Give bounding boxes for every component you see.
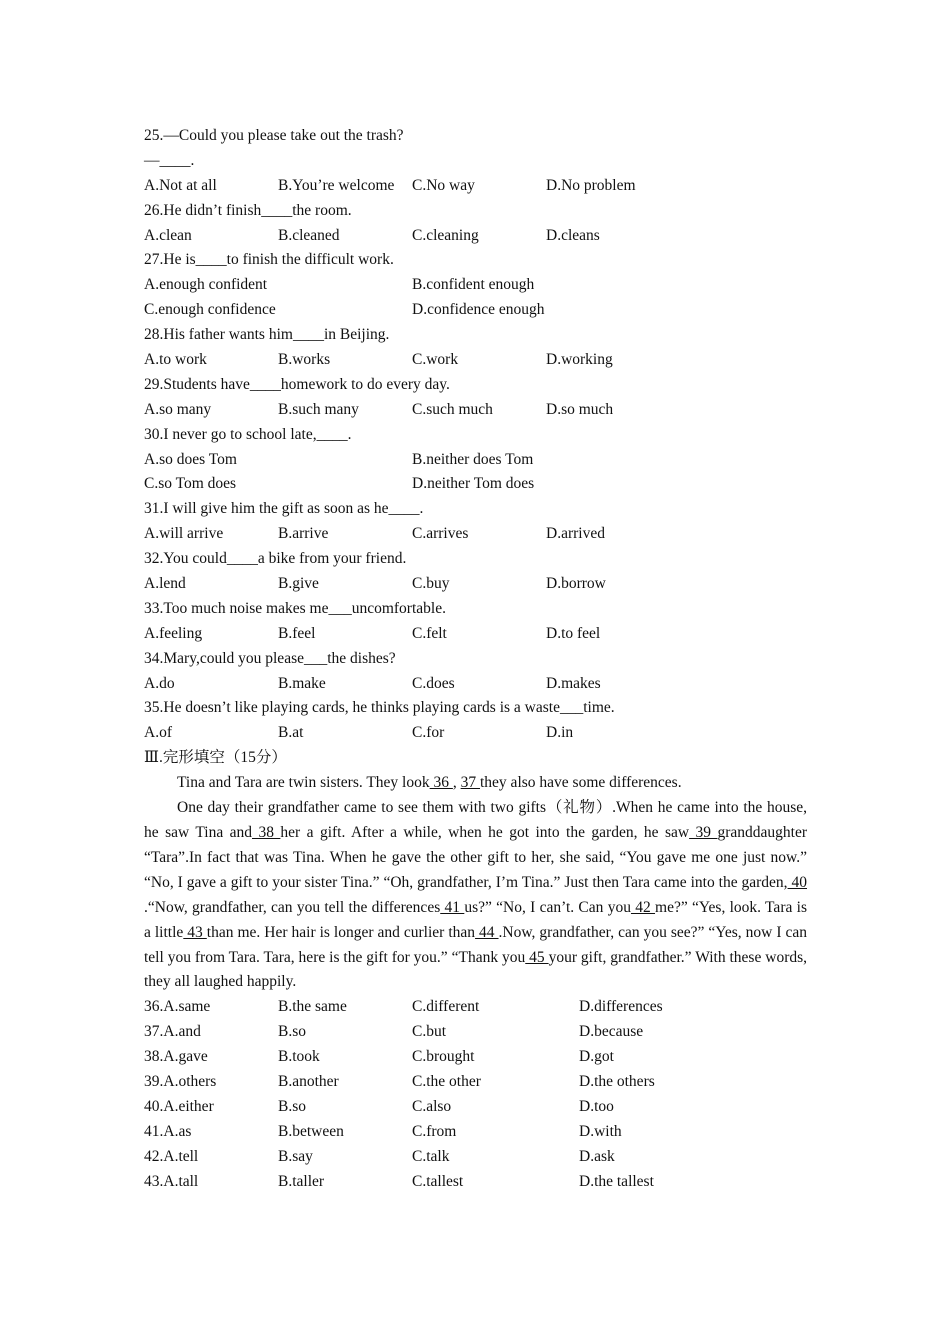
option-c[interactable]: C.arrives [412,525,469,543]
option-d[interactable]: D.in [546,724,574,742]
option-a[interactable]: A.to work [144,351,207,369]
blank-36: 36 [429,774,453,792]
option-d[interactable]: D.ask [579,1147,615,1165]
passage-text: , [452,774,461,792]
option-b[interactable]: B.feel [278,624,316,642]
option-b[interactable]: B.cleaned [278,226,340,244]
option-d[interactable]: D.to feel [546,624,601,642]
passage-text: us?” “No, I can’t. Can you [464,898,631,916]
option-c[interactable]: C.buy [412,575,450,593]
option-c[interactable]: C.No way [412,176,475,194]
blank-38: 38 [252,823,281,841]
option-a[interactable]: 41.A.as [144,1122,192,1140]
option-d[interactable]: D.differences [579,998,663,1016]
option-d[interactable]: D.too [579,1097,614,1115]
option-a[interactable]: A.clean [144,226,192,244]
question-29 [144,373,807,423]
blank-37: 37 [460,774,480,792]
option-c[interactable]: C.such much [412,400,493,418]
question-stem: 33.Too much noise makes me___uncomfortable. [144,599,446,617]
choice-row-39 [144,1070,807,1095]
option-c[interactable]: C.does [412,674,455,692]
options-row [144,398,807,423]
passage-text: than me. Her hair is longer and curlier than [206,923,476,941]
question-stem: 28.His father wants him____in Beijing. [144,326,390,344]
option-c[interactable]: C.brought [412,1048,475,1066]
option-b[interactable]: B.confident enough [412,276,535,294]
choice-row-40 [144,1095,807,1120]
blank-44: 44 [475,923,499,941]
option-c[interactable]: C.different [412,998,480,1016]
option-c[interactable]: C.also [412,1097,452,1115]
option-b[interactable]: B.the same [278,998,347,1016]
option-c[interactable]: C.cleaning [412,226,479,244]
option-b[interactable]: B.such many [278,400,359,418]
question-stem: 29.Students have____homework to do every day. [144,375,450,393]
option-a[interactable]: A.so does Tom [144,450,237,468]
question-stem: 27.He is____to finish the difficult work. [144,251,394,269]
option-a[interactable]: 36.A.same [144,998,211,1016]
question-25 [144,124,807,199]
options-row [144,622,807,647]
passage-paragraph-2 [144,796,807,995]
option-c[interactable]: C.work [412,351,459,369]
passage-text: her a gift. After a while, when he got into the garden, he saw [280,823,690,841]
option-b[interactable]: B.give [278,575,319,593]
option-c[interactable]: C.tallest [412,1172,464,1190]
question-27 [144,248,807,323]
option-a[interactable]: 39.A.others [144,1072,217,1090]
passage-text: .“Now, grandfather, can you tell the differences [144,898,441,916]
question-stem: 35.He doesn’t like playing cards, he thinks playing cards is a waste___time. [144,699,615,717]
blank-42: 42 [630,898,656,916]
choice-row-38 [144,1045,807,1070]
option-d[interactable]: D.with [579,1122,622,1140]
passage-text: .Now, grandfather, can you see?” “Yes, now I can tell you from Tara. Tara, here is the gift for you.” “Thank you [144,923,808,966]
blank-39: 39 [689,823,718,841]
exam-page [144,124,807,1194]
question-26 [144,199,807,249]
answer-blank-line: —____. [144,151,195,169]
option-b[interactable]: B.at [278,724,304,742]
option-b[interactable]: B.arrive [278,525,329,543]
passage-text: your gift, grandfather.” With these words, they all laughed happily. [144,948,808,991]
question-stem: 32.You could____a bike from your friend. [144,550,407,568]
passage-paragraph-1 [144,771,807,796]
option-a[interactable]: 37.A.and [144,1023,201,1041]
question-30 [144,423,807,498]
option-a[interactable]: A.so many [144,400,212,418]
option-d[interactable]: D.got [579,1048,614,1066]
passage-text: granddaughter “Tara”.In fact that was Tina. When he gave the other gift to her, she said, “You gave me one just now.” “No, I gave a gift to your sister Tina.” “Oh, grandfather, I’m Tina.” Just then Tara came into the garden, [144,823,808,891]
option-d[interactable]: D.so much [546,400,614,418]
option-b[interactable]: B.so [278,1097,306,1115]
option-b[interactable]: B.between [278,1122,344,1140]
option-b[interactable]: B.took [278,1048,320,1066]
option-d[interactable]: D.confidence enough [412,301,545,319]
option-b[interactable]: B.so [278,1023,306,1041]
choice-row-43 [144,1170,807,1195]
option-a[interactable]: 38.A.gave [144,1048,208,1066]
question-32 [144,547,807,597]
question-stem: 26.He didn’t finish____the room. [144,201,352,219]
option-d[interactable]: D.cleans [546,226,600,244]
blank-41: 41 [440,898,465,916]
option-c[interactable]: C.talk [412,1147,450,1165]
option-b[interactable]: B.another [278,1072,339,1090]
options-row [144,298,807,323]
blank-45: 45 [525,948,549,966]
option-d[interactable]: D.the tallest [579,1172,654,1190]
option-a[interactable]: A.feeling [144,624,203,642]
passage-text: they also have some differences. [480,774,682,792]
option-b[interactable]: B.taller [278,1172,325,1190]
option-d[interactable]: D.borrow [546,575,606,593]
option-a[interactable]: A.Not at all [144,176,217,194]
options-row [144,472,807,497]
option-a[interactable]: 42.A.tell [144,1147,199,1165]
blank-40: 40 [787,873,807,891]
option-b[interactable]: B.You’re welcome [278,176,395,194]
question-stem: 34.Mary,could you please___the dishes? [144,649,396,667]
option-c[interactable]: C.the other [412,1072,481,1090]
choice-row-41 [144,1120,807,1145]
option-d[interactable]: D.working [546,351,613,369]
options-row [144,448,807,473]
options-row [144,672,807,697]
option-d[interactable]: D.No problem [546,176,636,194]
option-c[interactable]: C.felt [412,624,447,642]
option-b[interactable]: B.say [278,1147,313,1165]
question-34 [144,647,807,697]
option-c[interactable]: C.but [412,1023,447,1041]
passage-text: Tina and Tara are twin sisters. They look [177,774,430,792]
option-d[interactable]: D.neither Tom does [412,475,535,493]
option-d[interactable]: D.makes [546,674,601,692]
option-a[interactable]: 40.A.either [144,1097,214,1115]
option-a[interactable]: A.of [144,724,172,742]
options-row [144,224,807,249]
option-b[interactable]: B.make [278,674,326,692]
blank-43: 43 [183,923,207,941]
question-33 [144,597,807,647]
option-a[interactable]: A.do [144,674,175,692]
question-31 [144,497,807,547]
passage-text: One day their grandfather came to see them with two gifts（礼物）.When he came into the house, he saw Tina and [144,799,807,841]
option-b[interactable]: B.works [278,351,331,369]
question-stem: 31.I will give him the gift as soon as he____. [144,500,424,518]
question-28 [144,323,807,373]
option-b[interactable]: B.neither does Tom [412,450,534,468]
options-row [144,721,807,746]
option-a[interactable]: A.lend [144,575,186,593]
option-d[interactable]: D.arrived [546,525,605,543]
question-stem: 25.—Could you please take out the trash? [144,127,404,144]
option-a[interactable]: A.will arrive [144,525,224,543]
choice-row-36 [144,995,807,1020]
options-row [144,348,807,373]
choice-row-42 [144,1145,807,1170]
options-row [144,174,807,199]
option-a[interactable]: 43.A.tall [144,1172,199,1190]
option-c[interactable]: C.for [412,724,445,742]
passage-text: me?” “Yes, look. Tara is a little [144,898,807,941]
option-c[interactable]: C.enough confidence [144,301,276,319]
section-heading: Ⅲ.完形填空（15分） [144,749,287,767]
cloze-choices [144,995,807,1194]
option-a[interactable]: A.enough confident [144,276,268,294]
question-stem: 30.I never go to school late,____. [144,425,352,443]
options-row [144,572,807,597]
option-d[interactable]: D.the others [579,1072,655,1090]
options-row [144,273,807,298]
option-c[interactable]: C.from [412,1122,457,1140]
choice-row-37 [144,1020,807,1045]
option-d[interactable]: D.because [579,1023,644,1041]
question-35 [144,696,807,746]
option-c[interactable]: C.so Tom does [144,475,237,493]
options-row [144,522,807,547]
